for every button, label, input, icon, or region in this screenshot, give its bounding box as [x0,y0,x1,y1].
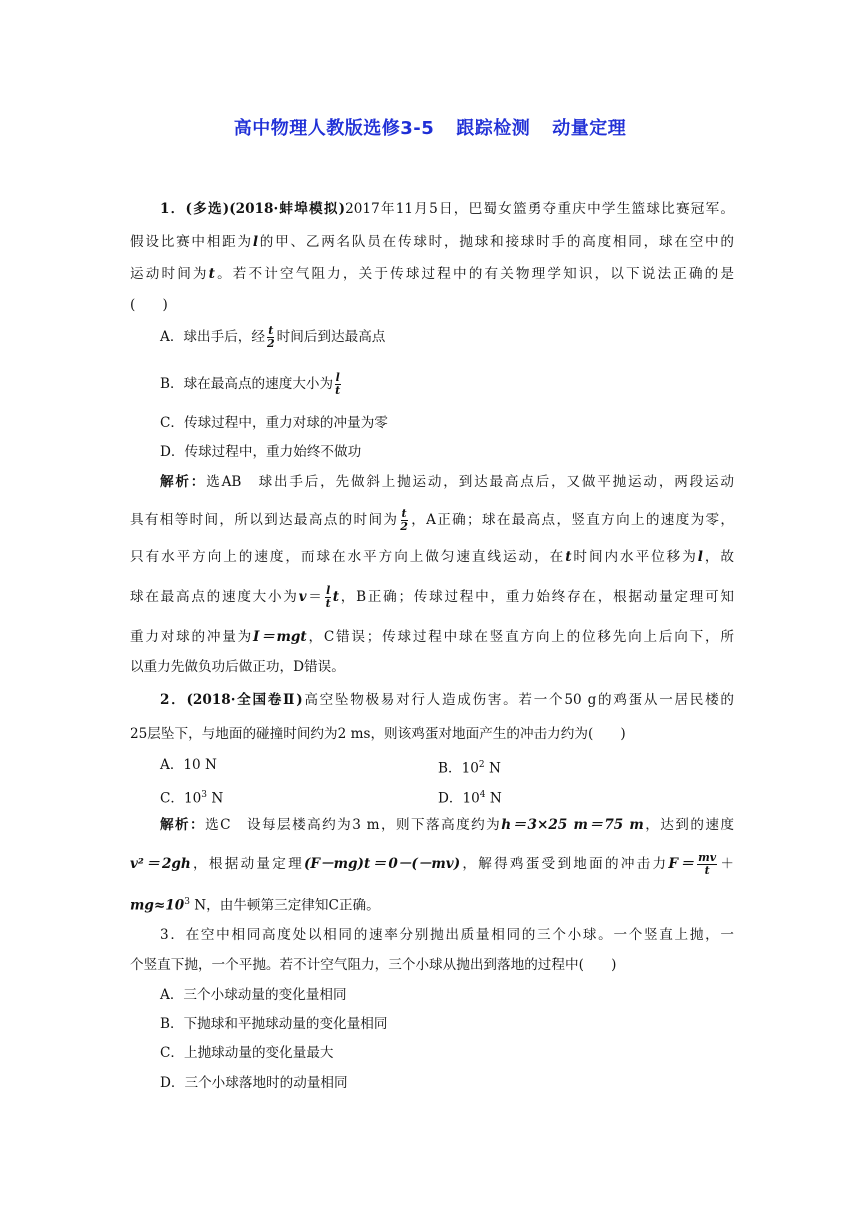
q1-analysis-fraction-t2 [399,508,409,533]
q1-opt-b-text: B．球在最高点的速度大小为 [160,376,334,392]
q1-stem-b-2: 的甲、乙两名队员在传球时，抛球和接球时手的高度相同，球在空中的 [258,234,735,250]
q2-analysis-velocity-eq: v²＝2gh [130,856,191,872]
q1-number: 1． [160,201,186,217]
q1-option-d: D．传球过程中，重力始终不做功 [160,444,362,460]
q1-stem-c-1: 运动时间为 [130,266,209,282]
q2-tag: (2018·全国卷Ⅱ) [186,692,303,708]
q1-analysis-4-1: 球在最高点的速度大小为 [130,589,299,605]
fraction-numerator: l [326,584,331,597]
q1-analysis-3-2: 时间内水平位移为 [571,549,698,565]
q1-analysis-4-eq: ＝ [306,589,324,605]
q2-analysis-momentum-eq: (F－mg)t＝0－(－mv) [303,856,461,872]
q2-analysis-fraction-mvt [697,852,717,877]
q1-stem-line-3 [130,264,734,284]
q2-analysis-force-eq: F＝ [668,856,697,872]
q1-opt-a-fraction [266,325,276,350]
q1-option-a [160,325,734,350]
fraction-numerator: mv [698,851,717,864]
fraction-numerator: l [335,371,340,384]
q1-analysis-line-5 [130,627,734,647]
title-topic: 动量定理 [552,118,627,139]
q1-analysis-line-1 [160,472,734,492]
q3-option-a: A．三个小球动量的变化量相同 [160,987,347,1003]
q2-analysis-approx-eq: mg≈10 [130,897,185,914]
q1-answer-blank: ( ) [130,297,168,313]
q1-var-l: l [252,234,259,250]
title-sub: 跟踪检测 [456,118,531,139]
q1-analysis-3-3: ，故 [702,549,735,565]
q2-analysis-2-1: ，根据动量定理 [190,856,304,872]
q2-option-a: A．10 N [160,757,217,773]
q2-opt-c-exp: 3 [201,790,208,800]
q2-opt-b-unit: N [484,760,501,777]
q1-analysis-var-t2: t [332,589,339,605]
q2-analysis-label: 解析： [160,817,206,833]
q1-opt-a-1: A．球出手后，经 [160,329,265,345]
q2-stem-line-2: 25层坠下，与地面的碰撞时间约为2 ms，则该鸡蛋对地面产生的冲击力约为( ) [130,726,626,742]
q2-opt-b-exp: 2 [478,760,485,770]
q2-opt-c-unit: N [207,790,224,807]
q1-stem-c-2: 。若不计空气阻力，关于传球过程中的有关物理学知识，以下说法正确的是 [214,266,735,282]
fraction-denominator: 2 [400,520,408,533]
q2-opt-d-unit: N [485,790,502,807]
q3-option-c: C．上抛球动量的变化量最大 [160,1045,334,1061]
q2-analysis-line-2 [130,852,734,877]
q1-analysis-var-t: t [565,549,572,565]
q2-number: 2． [160,692,187,708]
fraction-denominator: 2 [266,337,275,350]
q1-option-b [160,372,734,397]
q2-analysis-1-1: 选C 设每层楼高约为3 m，则下落高度约为 [205,817,502,833]
q1-stem-b-1: 假设比赛中相距为 [130,234,253,250]
q2-option-d [438,785,502,809]
q2-analysis-3-1: N，由牛顿第三定律知C正确。 [189,897,380,914]
title-main: 高中物理人教版选修3-5 [233,118,435,139]
fraction-numerator: t [401,507,407,520]
fraction-denominator: t [325,597,331,610]
q2-analysis-2-2: ，解得鸡蛋受到地面的冲击力 [460,856,669,872]
q1-analysis-5-1: 重力对球的冲量为 [130,629,253,645]
q1-analysis-5-2: ，C错误；传球过程中球在竖直方向上的位移先向上后向下，所 [306,629,734,645]
q1-analysis-2-1: 具有相等时间，所以到达最高点的时间为 [130,512,399,528]
q1-analysis-2-2: ，A正确；球在最高点，竖直方向上的速度为零， [409,512,734,528]
q2-opt-d-base: D．10 [438,790,480,807]
q2-analysis-exp: 3 [184,897,190,907]
q1-analysis-line-3 [130,547,734,567]
q1-analysis-var-v: v [298,589,307,605]
q1-stem-a: 2017年11月5日，巴蜀女篮勇夺重庆中学生篮球比赛冠军。 [345,201,734,217]
fraction-denominator: t [704,864,710,877]
q1-analysis-label: 解析： [160,474,207,490]
q2-analysis-line-3 [130,892,734,916]
q2-option-c [160,785,223,809]
q1-analysis-4-3: ，B正确；传球过程中，重力始终存在，根据动量定理可知 [339,589,734,605]
q2-opt-b-base: B．10 [438,760,479,777]
q1-stem-line-2 [130,232,734,252]
q1-analysis-1: 选AB 球出手后，先做斜上抛运动，到达最高点后，又做平抛运动，两段运动 [206,474,734,490]
q2-analysis-line-1 [160,815,734,835]
q1-analysis-line-6: 以重力先做负功后做正功，D错误。 [130,659,345,675]
q1-analysis-impulse-eq: I＝mgt [253,629,307,645]
q2-opt-c-base: C．10 [160,790,202,807]
q2-stem-line-1 [160,690,734,710]
q1-stem-line-1 [160,199,734,219]
q2-analysis-1-2: ，达到的速度 [643,817,734,833]
q2-stem-a: 高空坠物极易对行人造成伤害。若一个50 g的鸡蛋从一居民楼的 [302,692,734,708]
q1-opt-a-2: 时间后到达最高点 [276,329,386,345]
q2-option-b [438,755,501,779]
fraction-numerator: t [268,324,274,337]
q1-analysis-line-4 [130,585,734,610]
fraction-denominator: t [335,384,341,397]
q1-opt-b-fraction [334,372,341,397]
q1-option-c: C．传球过程中，重力对球的冲量为零 [160,415,388,431]
q2-analysis-plus: ＋ [718,856,735,872]
q1-tag: (多选)(2018·蚌埠模拟) [185,201,346,217]
q1-var-t: t [208,266,215,282]
q1-analysis-var-l: l [697,549,703,565]
q2-analysis-height-eq: h＝3×25 m＝75 m [501,817,644,833]
q3-option-d: D．三个小球落地时的动量相同 [160,1075,348,1091]
q3-stem-line-2: 个竖直下抛，一个平抛。若不计空气阻力，三个小球从抛出到落地的过程中( ) [130,957,617,973]
page-title [0,114,860,140]
q2-opt-d-exp: 4 [479,790,486,800]
q1-analysis-3-1: 只有水平方向上的速度，而球在水平方向上做匀速直线运动，在 [130,549,566,565]
q1-analysis-line-2 [130,508,734,533]
q3-option-b: B．下抛球和平抛球动量的变化量相同 [160,1016,388,1032]
q1-analysis-fraction-lt [325,585,332,610]
q3-stem-line-1: 3．在空中相同高度处以相同的速率分别抛出质量相同的三个小球。一个竖直上抛，一 [160,927,734,943]
